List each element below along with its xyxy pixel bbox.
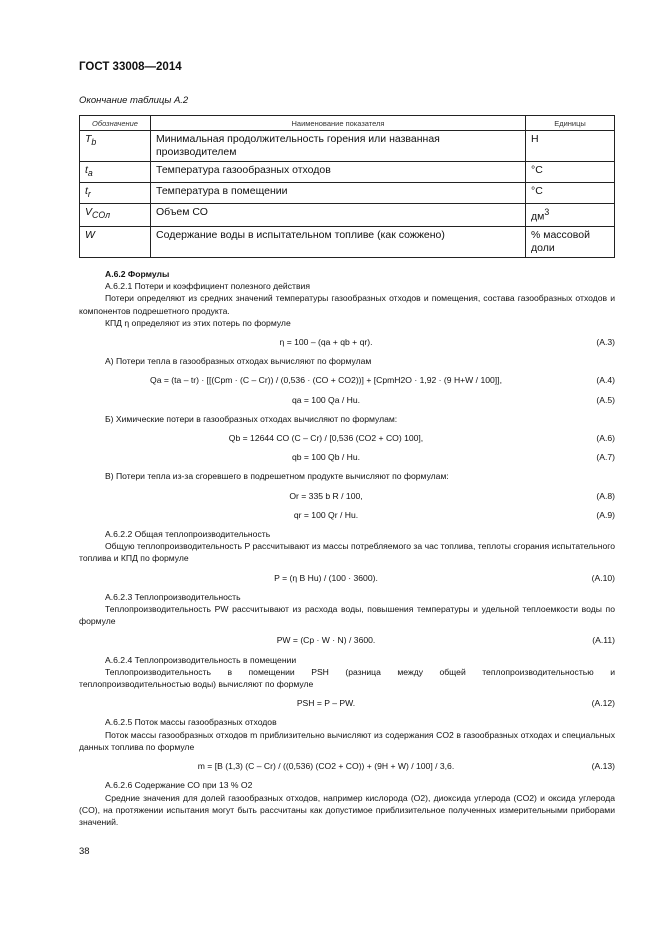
formula-row xyxy=(79,509,615,521)
formula-number: (А.4) xyxy=(596,375,615,386)
formula-row xyxy=(79,697,615,709)
formula: Qa = (ta – tr) · [[(Cpm · (C – Cr)) / (0,536 · (CO + CO2))] + [CpmH2O · 1,92 · (9 H+W / 100]], xyxy=(150,375,502,386)
paragraph: Б) Химические потери в газообразных отходах вычисляют по формулам: xyxy=(105,413,398,424)
unit-cell: °C xyxy=(526,183,615,204)
table-row xyxy=(80,204,615,227)
symbol-subscript: b xyxy=(91,137,97,148)
symbol-cell xyxy=(80,183,151,204)
unit-cell xyxy=(526,204,615,227)
formula-number: (А.7) xyxy=(596,452,615,463)
formula-number: (А.8) xyxy=(596,490,615,501)
formula: Qb = 12644 CO (C – Cr) / [0,536 (CO2 + CO) 100], xyxy=(228,433,424,444)
page-number: 38 xyxy=(79,846,90,857)
paragraph: Поток массы газообразных отходов m приблизительно вычисляют из содержания CO2 в газообразных отходах и специальных данных топлива по формуле xyxy=(79,729,615,752)
paragraph: Общую теплопроизводительность P рассчитывают из массы потребляемого за час топлива, теплоты сгорания испытательного топлива и КПД по формуле xyxy=(79,541,615,564)
formula-number: (А.5) xyxy=(596,394,615,405)
unit-superscript: 3 xyxy=(544,207,550,218)
formula-number: (А.6) xyxy=(596,433,615,444)
table-row xyxy=(80,183,615,204)
formula-number: (А.13) xyxy=(591,761,615,772)
symbol: T xyxy=(85,133,92,145)
formula-number: (А.12) xyxy=(591,698,615,709)
paragraph: В) Потери тепла из-за сгоревшего в подрешетном продукте вычисляют по формулам: xyxy=(105,471,449,482)
name-cell: Содержание воды в испытательном топливе (как сожжено) xyxy=(151,226,526,257)
symbol-subscript: r xyxy=(87,189,91,200)
name-cell: Объем СО xyxy=(151,204,526,227)
name-cell: Температура в помещении xyxy=(151,183,526,204)
name-cell: Минимальная продолжительность горения или названная производителем xyxy=(151,131,526,162)
symbol-subscript: COл xyxy=(92,210,111,221)
formula: qr = 100 Qr / Hu. xyxy=(293,509,359,520)
formula: PW = (Cp · W · N) / 3600. xyxy=(276,635,376,646)
formula: P = (η B Hu) / (100 · 3600). xyxy=(274,572,378,583)
symbol: t xyxy=(85,185,88,198)
formula: qb = 100 Qb / Hu. xyxy=(291,452,361,463)
formula: m = [B (1,3) (C – Cr) / ((0,536) (CO2 + CO)) + (9H + W) / 100] / 3,6. xyxy=(197,761,455,772)
paragraph: КПД η определяют из этих потерь по формуле xyxy=(105,317,291,328)
formula-row xyxy=(79,432,615,444)
subsection-title: А.6.2.5 Поток массы газообразных отходов xyxy=(105,717,277,728)
formula-number: (А.9) xyxy=(596,509,615,520)
header-units: Единицы xyxy=(526,116,615,131)
section-heading: А.6.2 Формулы xyxy=(105,269,170,279)
table-row xyxy=(80,226,615,257)
formula-number: (А.3) xyxy=(596,337,615,348)
unit-cell: % массовой доли xyxy=(526,226,615,257)
formula: PSH = P – PW. xyxy=(296,698,356,709)
table-caption: Окончание таблицы А.2 xyxy=(79,95,189,106)
unit-cell: Н xyxy=(526,131,615,162)
symbol-cell xyxy=(80,162,151,183)
name-cell: Температура газообразных отходов xyxy=(151,162,526,183)
formula: qa = 100 Qa / Hu. xyxy=(291,394,361,405)
formula-row xyxy=(79,490,615,502)
symbol-cell xyxy=(80,204,151,227)
subsection-title: А.6.2.2 Общая теплопроизводительность xyxy=(105,529,271,540)
table-row xyxy=(80,131,615,162)
paragraph: А) Потери тепла в газообразных отходах вычисляют по формулам xyxy=(105,356,372,367)
paragraph: Теплопроизводительность PW рассчитывают из расхода воды, повышения температуры и удельной теплоемкости воды по формуле xyxy=(79,604,615,627)
formula-row xyxy=(79,374,615,386)
header-designation: Обозначение xyxy=(80,116,151,131)
symbol: V xyxy=(85,206,93,219)
symbol: t xyxy=(85,164,88,176)
designations-table xyxy=(79,115,615,258)
formula-row xyxy=(79,760,615,772)
formula-row xyxy=(79,451,615,463)
formula-row xyxy=(79,634,615,646)
subsection-title: А.6.2.1 Потери и коэффициент полезного действия xyxy=(105,281,310,292)
symbol-cell xyxy=(80,131,151,162)
table-row xyxy=(80,162,615,183)
paragraph: Теплопроизводительность в помещении PSH (разница между общей теплопроизводительностью и теплопроизводительностью воды) вычисляют по формуле xyxy=(79,666,615,690)
formula-row xyxy=(79,336,615,348)
paragraph: Потери определяют из средних значений температуры газообразных отходов и помещения, состава газообразных отходов и компонентов подрешетного продукта. xyxy=(79,293,615,316)
symbol-cell xyxy=(80,226,151,257)
paragraph: Средние значения для долей газообразных отходов, например кислорода (O2), диоксида углерода (CO2) и оксида углерода (CO), на протяжении испытания могут быть рассчитаны как допустимое приблизительное полученных измерительными приборами значений. xyxy=(79,792,615,827)
header-indicator-name: Наименование показателя xyxy=(151,116,526,131)
unit-text: дм xyxy=(531,210,545,223)
formula: Or = 335 b R / 100, xyxy=(289,490,363,501)
formula: η = 100 – (qa + qb + qr). xyxy=(279,337,373,348)
subsection-title: А.6.2.4 Теплопроизводительность в помещении xyxy=(105,654,297,665)
formula-number: (А.11) xyxy=(592,635,615,646)
subsection-title: А.6.2.3 Теплопроизводительность xyxy=(105,591,241,602)
symbol-subscript: a xyxy=(87,168,93,179)
formula-number: (А.10) xyxy=(591,572,615,583)
formulas-section xyxy=(79,268,615,828)
formula-row xyxy=(79,572,615,584)
table-header-row xyxy=(80,116,615,131)
formula-row xyxy=(79,394,615,406)
standard-header: ГОСТ 33008—2014 xyxy=(79,61,182,73)
subsection-title: А.6.2.6 Содержание СО при 13 % O2 xyxy=(105,780,253,791)
symbol: W xyxy=(85,228,95,241)
unit-cell: °C xyxy=(526,162,615,183)
